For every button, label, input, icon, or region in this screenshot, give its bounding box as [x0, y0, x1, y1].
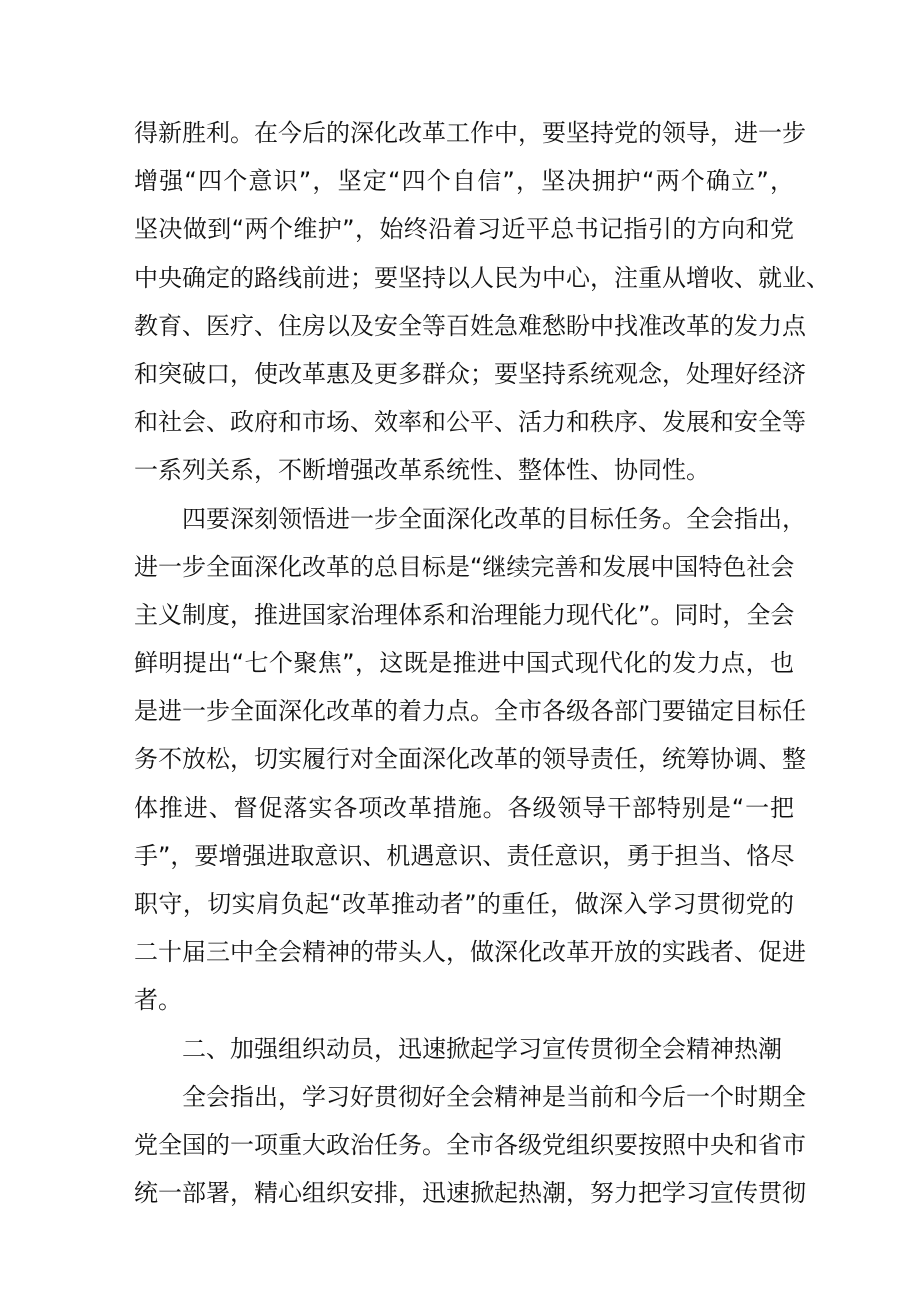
text-line: 坚决做到“两个维护”，始终沿着习近平总书记指引的方向和党 — [134, 215, 794, 244]
text-line: 和社会、政府和市场、效率和公平、活力和秩序、发展和安全等 — [134, 408, 806, 437]
text-line: 党全国的一项重大政治任务。全市各级党组织要按照中央和省市 — [134, 1130, 806, 1159]
text-line: 中央确定的路线前进；要坚持以人民为中心，注重从增收、就业、 — [134, 263, 830, 292]
text-line: 鲜明提出“七个聚焦”，这既是推进中国式现代化的发力点，也 — [134, 649, 794, 678]
text-line: 进一步全面深化改革的总目标是“继续完善和发展中国特色社会 — [134, 552, 795, 581]
text-line: 体推进、督促落实各项改革措施。各级领导干部特别是“一把 — [134, 793, 794, 822]
text-line: 职守，切实肩负起“改革推动者”的重任，做深入学习贯彻党的 — [134, 890, 794, 918]
paragraph-first-line: 全会指出，学习好贯彻好全会精神是当前和今后一个时期全 — [182, 1082, 806, 1111]
text-line: 一系列关系，不断增强改革系统性、整体性、协同性。 — [134, 456, 710, 485]
text-line: 者。 — [134, 986, 182, 1015]
text-line: 务不放松，切实履行对全面深化改革的领导责任，统筹协调、整 — [134, 745, 806, 774]
paragraph-first-line: 四要深刻领悟进一步全面深化改革的目标任务。全会指出， — [182, 504, 806, 533]
text-line: 手”，要增强进取意识、机遇意识、责任意识，勇于担当、恪尽 — [134, 841, 795, 870]
text-line: 是进一步全面深化改革的着力点。全市各级各部门要锚定目标任 — [134, 697, 806, 726]
text-line: 教育、医疗、住房以及安全等百姓急难愁盼中找准改革的发力点 — [134, 311, 806, 340]
section-heading: 二、加强组织动员，迅速掀起学习宣传贯彻全会精神热潮 — [182, 1034, 782, 1063]
text-line: 主义制度，推进国家治理体系和治理能力现代化”。同时，全会 — [134, 600, 795, 629]
document-body — [134, 109, 830, 1217]
text-line: 增强“四个意识”，坚定“四个自信”，坚决拥护“两个确立”， — [134, 167, 794, 196]
text-line: 和突破口，使改革惠及更多群众；要坚持系统观念，处理好经济 — [134, 359, 806, 388]
text-line: 二十届三中全会精神的带头人，做深化改革开放的实践者、促进 — [134, 938, 806, 967]
text-line: 得新胜利。在今后的深化改革工作中，要坚持党的领导，进一步 — [134, 119, 806, 147]
text-line: 统一部署，精心组织安排，迅速掀起热潮，努力把学习宣传贯彻 — [134, 1179, 806, 1208]
